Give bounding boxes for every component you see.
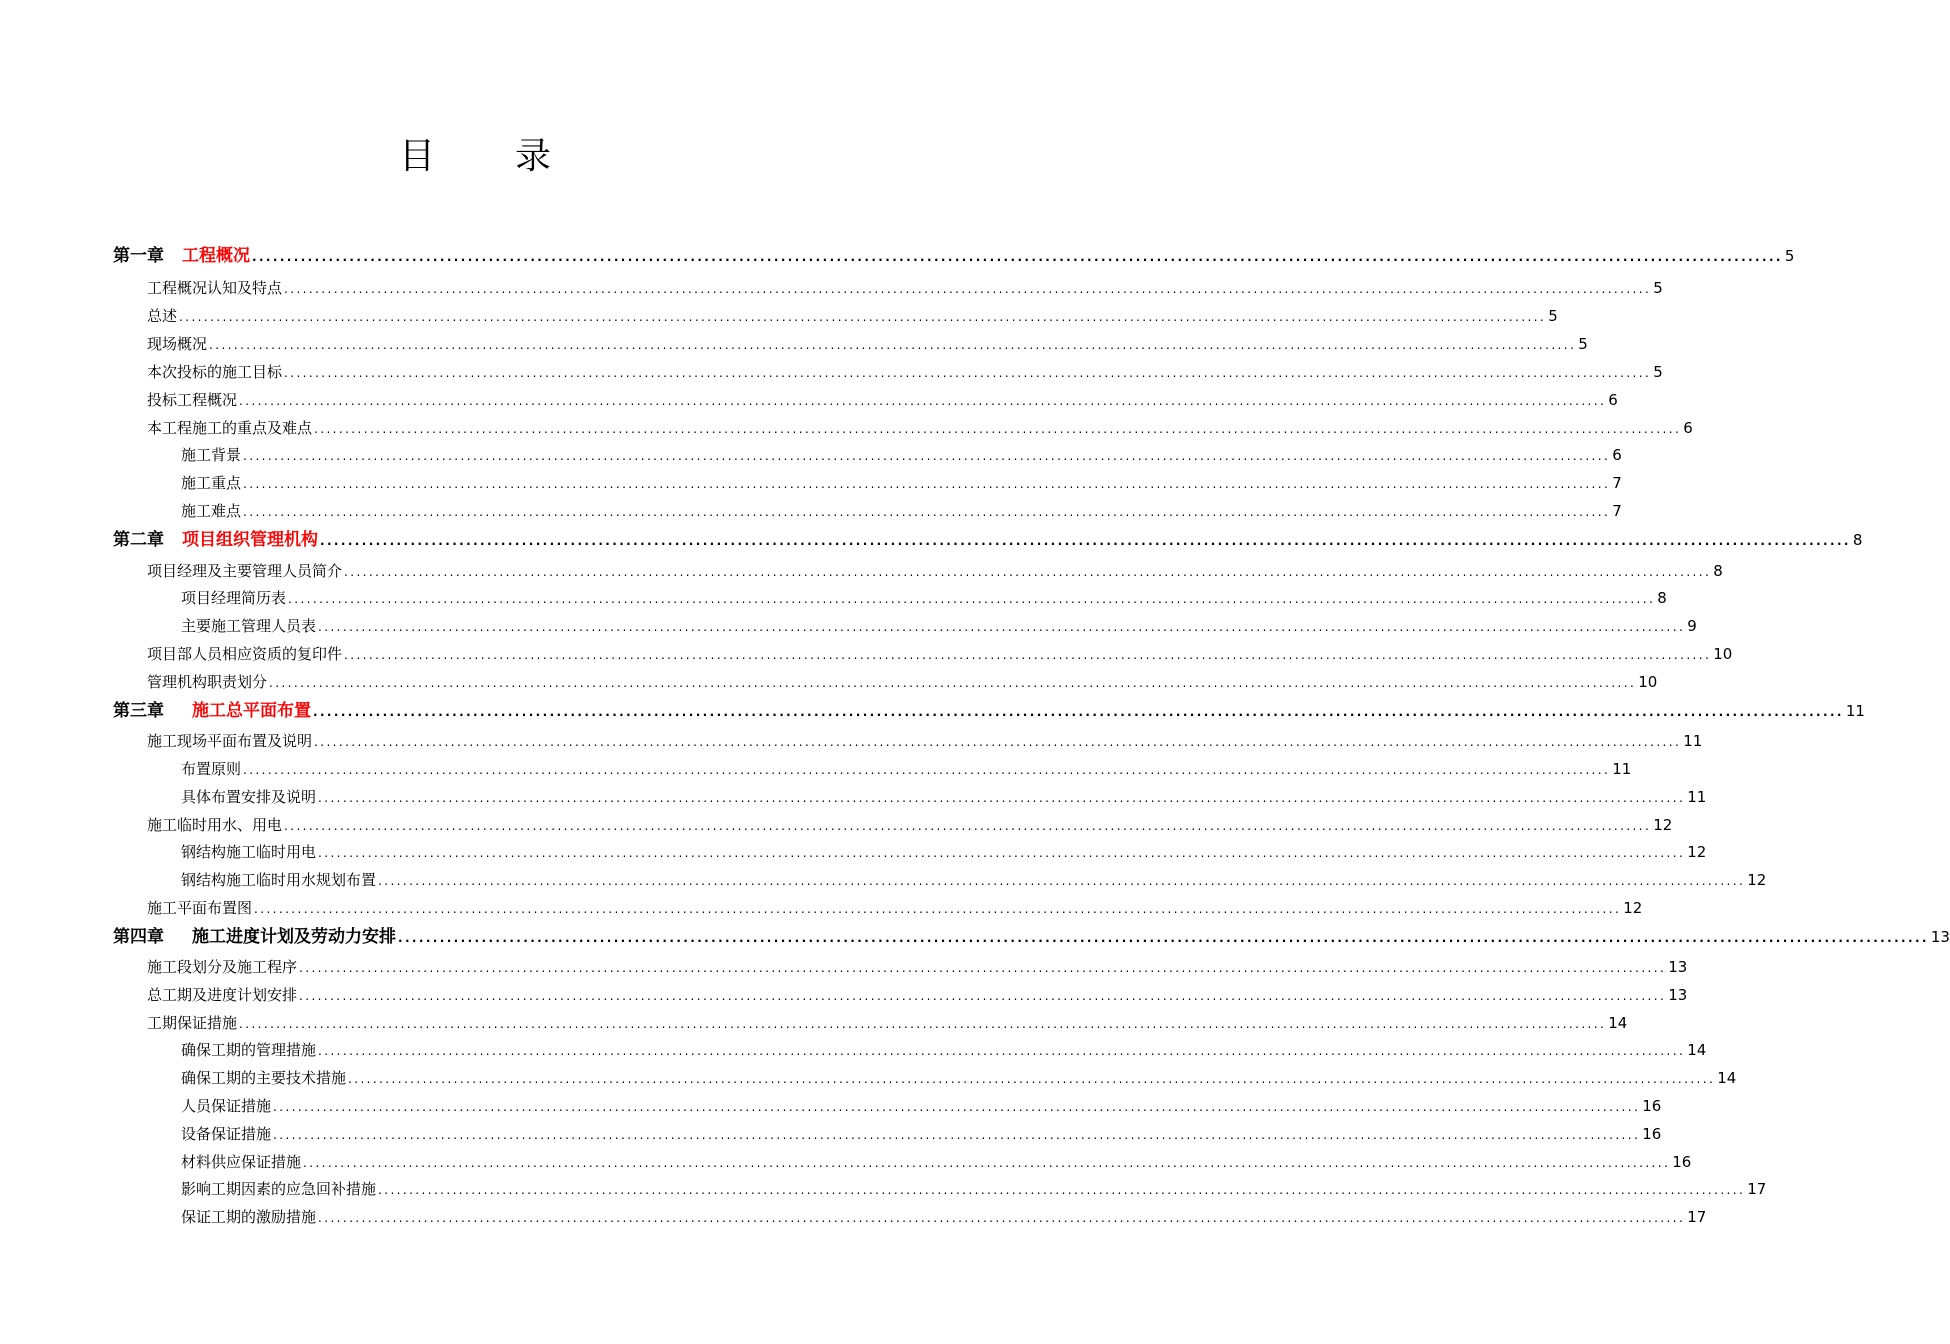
toc-entry-line (113, 701, 1865, 721)
toc-chapter-entry[interactable] (0, 927, 1950, 953)
toc-entry-line (147, 731, 1703, 751)
toc-entry[interactable] (0, 561, 1723, 587)
toc-entry-line (147, 1013, 1628, 1033)
toc-entry-line (181, 1152, 1692, 1172)
toc-entry-line (147, 898, 1643, 918)
toc-entry-title: 主要施工管理人员表 (181, 617, 317, 635)
toc-entry[interactable] (0, 842, 1707, 868)
toc-entry-line (113, 927, 1950, 947)
toc-entry-title: 确保工期的主要技术措施 (181, 1069, 347, 1087)
page-number: 6 (1612, 446, 1622, 464)
toc-entry-line (181, 1040, 1707, 1060)
toc-entry[interactable] (0, 588, 1667, 614)
toc-entry-title: 总工期及进度计划安排 (147, 986, 298, 1004)
dot-leader: ............................................................................................................................................................................................................................ (299, 989, 1667, 1003)
toc-entry[interactable] (0, 1068, 1737, 1094)
page-number: 16 (1642, 1097, 1662, 1115)
page-number: 5 (1653, 363, 1663, 381)
dot-leader: ............................................................................................................................................................................................................................ (252, 250, 1783, 264)
toc-entry-line (181, 473, 1622, 493)
page-number: 6 (1608, 391, 1618, 409)
dot-leader: ............................................................................................................................................................................................................................ (378, 1183, 1746, 1197)
toc-entry-title: 现场概况 (147, 335, 208, 353)
page-number: 10 (1713, 645, 1733, 663)
toc-entry-title: 本次投标的施工目标 (147, 363, 283, 381)
toc-entry[interactable] (0, 418, 1693, 444)
toc-entry[interactable] (0, 1040, 1707, 1066)
dot-leader: ............................................................................................................................................................................................................................ (318, 1044, 1686, 1058)
toc-entry[interactable] (0, 759, 1632, 785)
toc-entry-title: 施工现场平面布置及说明 (147, 732, 313, 750)
dot-leader: ............................................................................................................................................................................................................................ (273, 1128, 1641, 1142)
toc-entry-title: 工程概况认知及特点 (147, 279, 283, 297)
page-number: 17 (1747, 1180, 1767, 1198)
toc-entry-line (147, 561, 1723, 581)
dot-leader: ............................................................................................................................................................................................................................ (209, 338, 1577, 352)
toc-entry[interactable] (0, 1207, 1707, 1233)
dot-leader: ............................................................................................................................................................................................................................ (314, 422, 1682, 436)
page-number: 5 (1653, 279, 1663, 297)
toc-entry[interactable] (0, 898, 1643, 924)
page-number: 17 (1687, 1208, 1707, 1226)
page-number: 12 (1747, 871, 1767, 889)
chapter-title: 施工进度计划及劳动力安排 (192, 927, 396, 947)
toc-entry[interactable] (0, 815, 1673, 841)
dot-leader: ............................................................................................................................................................................................................................ (243, 763, 1611, 777)
toc-entry-title (113, 530, 320, 550)
toc-entry-title: 人员保证措施 (181, 1097, 272, 1115)
toc-entry-line (181, 588, 1667, 608)
toc-chapter-entry[interactable] (0, 530, 1863, 556)
toc-entry-title: 管理机构职责划分 (147, 673, 268, 691)
toc-entry-title: 材料供应保证措施 (181, 1153, 302, 1171)
toc-entry-line (147, 815, 1673, 835)
toc-entry[interactable] (0, 1096, 1662, 1122)
chapter-number: 第四章 (113, 927, 164, 947)
toc-entry-title: 项目经理简历表 (181, 589, 287, 607)
page-number: 5 (1784, 247, 1795, 265)
chapter-title: 项目组织管理机构 (182, 530, 318, 550)
dot-leader: ............................................................................................................................................................................................................................ (314, 735, 1682, 749)
page-number: 8 (1852, 531, 1863, 549)
dot-leader: ............................................................................................................................................................................................................................ (284, 819, 1652, 833)
dot-leader: ............................................................................................................................................................................................................................ (243, 449, 1611, 463)
page-number: 16 (1672, 1153, 1692, 1171)
toc-entry-line (181, 1124, 1662, 1144)
chapter-title: 施工总平面布置 (192, 701, 311, 721)
dot-leader: ............................................................................................................................................................................................................................ (243, 477, 1611, 491)
toc-entry[interactable] (0, 278, 1663, 304)
toc-entry-line (181, 1207, 1707, 1227)
page-number: 13 (1930, 928, 1950, 946)
page-number: 7 (1612, 502, 1622, 520)
toc-entry-title: 施工难点 (181, 502, 242, 520)
toc-entry-title: 保证工期的激励措施 (181, 1208, 317, 1226)
page-number: 11 (1612, 760, 1632, 778)
title-char-1: 目 (398, 136, 435, 177)
toc-entry[interactable] (0, 985, 1688, 1011)
toc-entry-title: 总述 (147, 307, 178, 325)
dot-leader: ............................................................................................................................................................................................................................ (239, 1017, 1607, 1031)
toc-entry-line (181, 759, 1632, 779)
toc-entry-title: 影响工期因素的应急回补措施 (181, 1180, 377, 1198)
toc-entry-title: 施工平面布置图 (147, 899, 253, 917)
toc-entry-line (147, 306, 1558, 326)
toc-entry-line (147, 418, 1693, 438)
toc-entry-line (147, 985, 1688, 1005)
page-number: 7 (1612, 474, 1622, 492)
toc-chapter-entry[interactable] (0, 246, 1795, 272)
toc-entry[interactable] (0, 731, 1703, 757)
page-number: 5 (1548, 307, 1558, 325)
page-number: 12 (1653, 816, 1673, 834)
toc-entry[interactable] (0, 957, 1688, 983)
page-number: 14 (1717, 1069, 1737, 1087)
page-number: 5 (1578, 335, 1588, 353)
dot-leader: ............................................................................................................................................................................................................................ (284, 282, 1652, 296)
toc-entry-line (181, 1179, 1767, 1199)
page-number: 9 (1687, 617, 1697, 635)
dot-leader: ............................................................................................................................................................................................................................ (378, 874, 1746, 888)
toc-entry-line (147, 278, 1663, 298)
dot-leader: ............................................................................................................................................................................................................................ (269, 676, 1637, 690)
dot-leader: ............................................................................................................................................................................................................................ (348, 1072, 1716, 1086)
toc-chapter-entry[interactable] (0, 701, 1865, 727)
toc-entry-title (113, 701, 313, 721)
toc-entry[interactable] (0, 1013, 1628, 1039)
toc-entry-line (181, 616, 1697, 636)
toc-entry[interactable] (0, 445, 1622, 471)
toc-entry[interactable] (0, 644, 1733, 670)
chapter-number: 第二章 (113, 530, 164, 550)
dot-leader: ............................................................................................................................................................................................................................ (320, 534, 1851, 548)
dot-leader: ............................................................................................................................................................................................................................ (273, 1100, 1641, 1114)
page-number: 8 (1713, 562, 1723, 580)
dot-leader: ............................................................................................................................................................................................................................ (299, 961, 1667, 975)
toc-entry-line (181, 501, 1622, 521)
toc-entry[interactable] (0, 1179, 1767, 1205)
toc-entry-line (147, 644, 1733, 664)
toc-entry[interactable] (0, 616, 1697, 642)
toc-entry-line (181, 842, 1707, 862)
toc-entry[interactable] (0, 334, 1588, 360)
dot-leader: ............................................................................................................................................................................................................................ (318, 846, 1686, 860)
toc-entry-line (147, 362, 1663, 382)
page-number: 10 (1638, 673, 1658, 691)
toc-entry[interactable] (0, 1124, 1662, 1150)
dot-leader: ............................................................................................................................................................................................................................ (179, 310, 1547, 324)
toc-entry[interactable] (0, 306, 1558, 332)
page-number: 11 (1687, 788, 1707, 806)
page-number: 16 (1642, 1125, 1662, 1143)
toc-entry-title: 项目经理及主要管理人员简介 (147, 562, 343, 580)
page-number: 11 (1683, 732, 1703, 750)
dot-leader: ............................................................................................................................................................................................................................ (303, 1156, 1671, 1170)
toc-entry[interactable] (0, 870, 1767, 896)
toc-entry-line (113, 246, 1795, 266)
toc-entry-line (147, 957, 1688, 977)
toc-entry[interactable] (0, 1152, 1692, 1178)
dot-leader: ............................................................................................................................................................................................................................ (398, 931, 1929, 945)
toc-entry-line (181, 1096, 1662, 1116)
toc-entry-title: 施工段划分及施工程序 (147, 958, 298, 976)
dot-leader: ............................................................................................................................................................................................................................ (313, 705, 1844, 719)
page-number: 14 (1687, 1041, 1707, 1059)
page-number: 13 (1668, 986, 1688, 1004)
toc-entry-title: 布置原则 (181, 760, 242, 778)
toc-entry[interactable] (0, 390, 1618, 416)
toc-entry[interactable] (0, 787, 1707, 813)
chapter-number: 第一章 (113, 246, 164, 266)
dot-leader: ............................................................................................................................................................................................................................ (284, 366, 1652, 380)
toc-entry-line (147, 334, 1588, 354)
toc-entry-line (147, 672, 1658, 692)
dot-leader: ............................................................................................................................................................................................................................ (318, 791, 1686, 805)
toc-entry[interactable] (0, 362, 1663, 388)
title-char-2: 录 (515, 136, 552, 177)
page-number: 11 (1845, 702, 1865, 720)
dot-leader: ............................................................................................................................................................................................................................ (288, 592, 1656, 606)
toc-entry-title: 工期保证措施 (147, 1014, 238, 1032)
toc-entry-line (113, 530, 1863, 550)
toc-entry-title: 施工重点 (181, 474, 242, 492)
dot-leader: ............................................................................................................................................................................................................................ (318, 1211, 1686, 1225)
toc-entry-line (147, 390, 1618, 410)
toc-entry-title: 确保工期的管理措施 (181, 1041, 317, 1059)
chapter-title: 工程概况 (182, 246, 250, 266)
page-number: 14 (1608, 1014, 1628, 1032)
toc-entry-title: 本工程施工的重点及难点 (147, 419, 313, 437)
toc-entry-title: 具体布置安排及说明 (181, 788, 317, 806)
toc-entry-line (181, 787, 1707, 807)
dot-leader: ............................................................................................................................................................................................................................ (239, 394, 1607, 408)
page-number: 12 (1687, 843, 1707, 861)
toc-entry-title: 项目部人员相应资质的复印件 (147, 645, 343, 663)
toc-entry-title: 投标工程概况 (147, 391, 238, 409)
toc-entry-title: 钢结构施工临时用电 (181, 843, 317, 861)
toc-entry[interactable] (0, 473, 1622, 499)
dot-leader: ............................................................................................................................................................................................................................ (344, 565, 1712, 579)
toc-entry-title: 钢结构施工临时用水规划布置 (181, 871, 377, 889)
dot-leader: ............................................................................................................................................................................................................................ (254, 902, 1622, 916)
toc-entry[interactable] (0, 672, 1658, 698)
toc-entry-title (113, 927, 398, 947)
toc-entry-line (181, 445, 1622, 465)
page-number: 6 (1683, 419, 1693, 437)
toc-entry-title: 施工临时用水、用电 (147, 816, 283, 834)
toc-entry-title: 设备保证措施 (181, 1125, 272, 1143)
dot-leader: ............................................................................................................................................................................................................................ (243, 505, 1611, 519)
page-number: 12 (1623, 899, 1643, 917)
toc-entry-title (113, 246, 252, 266)
chapter-number: 第三章 (113, 701, 164, 721)
toc-entry-line (181, 870, 1767, 890)
dot-leader: ............................................................................................................................................................................................................................ (344, 648, 1712, 662)
dot-leader: ............................................................................................................................................................................................................................ (318, 620, 1686, 634)
page-number: 13 (1668, 958, 1688, 976)
page-number: 8 (1657, 589, 1667, 607)
toc-entry[interactable] (0, 501, 1622, 527)
toc-entry-title: 施工背景 (181, 446, 242, 464)
toc-entry-line (181, 1068, 1737, 1088)
